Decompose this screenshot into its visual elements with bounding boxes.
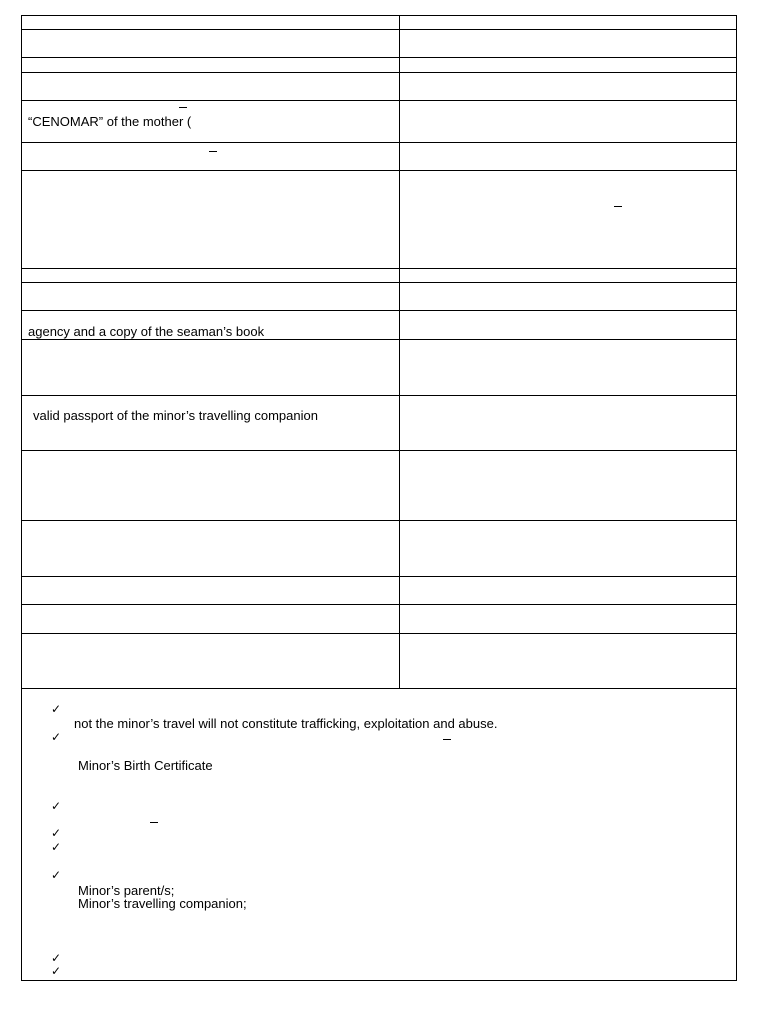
dash-mark (614, 206, 622, 207)
column-divider (399, 15, 400, 689)
dash-mark (179, 107, 187, 108)
check-mark-icon: ✓ (51, 799, 62, 813)
check-mark-icon: ✓ (51, 840, 62, 854)
row-divider (21, 576, 737, 577)
dash-mark (150, 822, 158, 823)
parents-note: Minor’s parent/s; (78, 883, 175, 898)
seamans-book-text: agency and a copy of the seaman’s book (28, 324, 265, 339)
requirements-document (21, 15, 737, 981)
row-divider (21, 29, 737, 30)
row-divider (21, 310, 737, 311)
dash-mark (209, 151, 217, 152)
row-divider (21, 142, 737, 143)
row-divider (21, 72, 737, 73)
row-divider (21, 57, 737, 58)
check-mark-icon: ✓ (51, 730, 62, 744)
check-mark-icon: ✓ (51, 951, 62, 965)
row-divider (21, 339, 737, 340)
dash-mark (443, 739, 451, 740)
row-divider (21, 100, 737, 101)
border-right (736, 15, 737, 981)
check-mark-icon: ✓ (51, 702, 62, 716)
check-mark-icon: ✓ (51, 964, 62, 978)
cenomar-mother-text: “CENOMAR” of the mother ( (28, 114, 192, 129)
row-divider (21, 170, 737, 171)
border-bottom (21, 980, 737, 981)
row-divider (21, 282, 737, 283)
border-left (21, 15, 22, 981)
row-divider (21, 520, 737, 521)
companion-passport-text: valid passport of the minor’s travelling companion (33, 408, 318, 423)
travelling-companion-note: Minor’s travelling companion; (78, 896, 247, 911)
row-divider (21, 633, 737, 634)
row-divider (21, 450, 737, 451)
row-divider (21, 395, 737, 396)
row-divider (21, 268, 737, 269)
row-divider (21, 604, 737, 605)
trafficking-note: not the minor’s travel will not constitute trafficking, exploitation and abuse. (74, 716, 498, 731)
check-mark-icon: ✓ (51, 826, 62, 840)
check-mark-icon: ✓ (51, 868, 62, 882)
row-divider (21, 688, 737, 689)
birth-certificate-note: Minor’s Birth Certificate (78, 758, 213, 773)
border-top (21, 15, 737, 16)
